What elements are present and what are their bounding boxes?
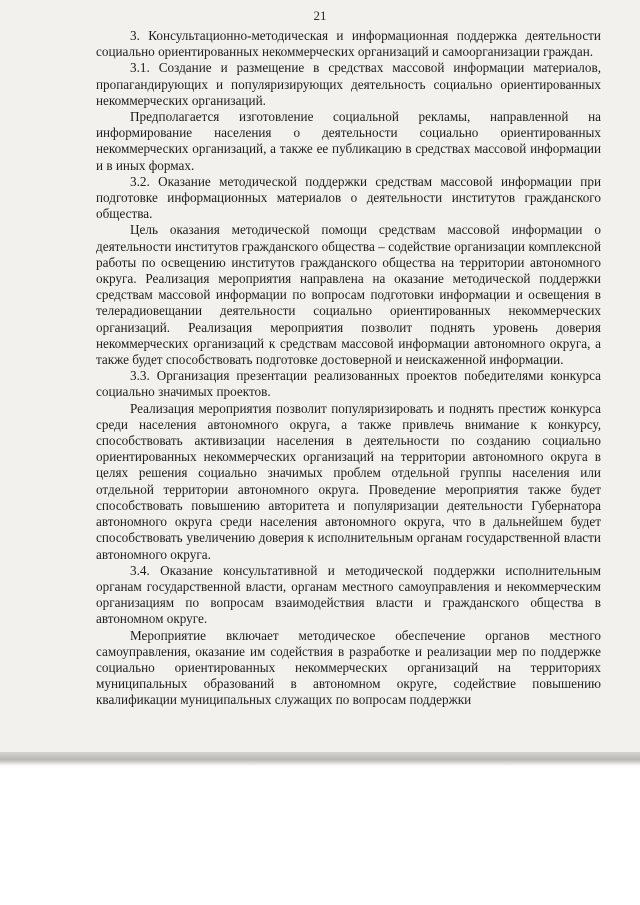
page-number: 21	[313, 8, 327, 23]
paragraph-methodical-help: Цель оказания методической помощи средствам массовой информации о деятельности институтов гражданского общества – содействие организации комплексной работы по освещению институтов гражданского общества на территории автономного округа. Реализация мероприятия направлена на оказание методической поддержки средствам массовой информации по вопросам подготовки информации и освещения в телерадиовещании деятельности социально ориентированных некоммерческих организаций. Реализация мероприятия позволит поднять уровень доверия некоммерческих организаций к средствам массовой информации автономного округа, а также будет способствовать подготовке достоверной и неискаженной информации.	[96, 222, 601, 368]
paragraph-section-3-2: 3.2. Оказание методической поддержки средствам массовой информации при подготовке информационных материалов о деятельности институтов гражданского общества.	[96, 173, 601, 222]
paragraph-section-3-4: 3.4. Оказание консультативной и методической поддержки исполнительным органам государственной власти, органам местного самоуправления и некоммерческим организациям по вопросам взаимодействия власти и гражданского общества в автономном округе.	[96, 562, 601, 627]
paragraph-social-advertising: Предполагается изготовление социальной рекламы, направленной на информирование населения о деятельности социально ориентированных некоммерческих организаций, а также ее публикацию в средствах массовой информации и в иных формах.	[96, 109, 601, 173]
paragraph-contest-popularization: Реализация мероприятия позволит популяризировать и поднять престиж конкурса среди населения автономного округа, а также привлечь внимание к конкурсу, способствовать активизации населения в деятельности по созданию социально ориентированных некоммерческих организаций на территории автономного округа в целях решения социально значимых проблем отдельной группы населения или отдельной территории автономного округа. Проведение мероприятия также будет способствовать повышению авторитета и популяризации деятельности Губернатора автономного округа среди населения автономного округа, что в дальнейшем будет способствовать увеличению доверия к исполнительным органам государственной власти автономного округа.	[96, 400, 601, 562]
paragraph-municipal-support: Мероприятие включает методическое обеспечение органов местного самоуправления, оказание им содействия в разработке и реализации мер по поддержке социально ориентированных некоммерческих организаций на территориях муниципальных образований в автономном округе, содействие повышению квалификации муниципальных служащих по вопросам поддержки	[96, 627, 601, 708]
scan-edge-shadow	[0, 752, 640, 766]
paragraph-section-3-1: 3.1. Создание и размещение в средствах массовой информации материалов, пропагандирующих и популяризирующих деятельность социально ориентированных некоммерческих организаций.	[96, 60, 601, 108]
paragraph-section-3-3: 3.3. Организация презентации реализованных проектов победителями конкурса социально значимых проектов.	[96, 368, 601, 400]
paragraph-section-3: 3. Консультационно-методическая и информационная поддержка деятельности социально ориентированных некоммерческих организаций и самоорганизации граждан.	[96, 28, 601, 60]
document-body	[96, 28, 601, 709]
